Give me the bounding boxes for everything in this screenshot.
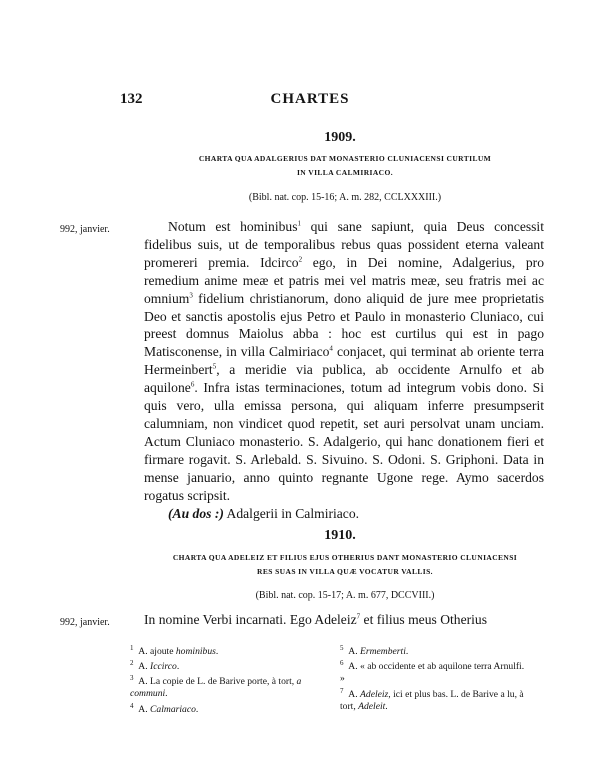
text-run: . (215, 646, 219, 657)
text-run: a communi (130, 676, 302, 700)
text-run: . Infra istas terminaciones, totum ad integrum vobis dono. Si quis vero, ulla emissa persona, qui aliquam inferre presumpserit calumniam, non vindicet quod repetit, set auri persolvat unam unciam. Actum Cluniaco monasterio. S. Adalgerio, qui hanc donationem fieri et firmare rogavit. S. Arlebald. S. Sivuino. S. Odoni. S. Griphoni. Data in mense januario, anno quinto regnante Ugone rege. Aymo sacerdos rogatus scripsit. (144, 380, 544, 503)
footnote-ref: 5 (212, 362, 217, 371)
rubric-line: CHARTA QUA ADELEIZ ET FILIUS EJUS OTHERIUS DANT MONASTERIO CLUNIACENSI (172, 553, 518, 562)
running-title: CHARTES (270, 91, 350, 107)
footnote-ref: 2 (298, 255, 303, 264)
charter-number: 1910. (324, 528, 356, 543)
footnote-mark: 7 (340, 686, 344, 695)
text-run: hominibus (175, 646, 216, 657)
footnote-mark: 5 (340, 643, 344, 652)
footnote-ref: 1 (297, 219, 301, 228)
footnote (130, 643, 318, 658)
footnote-mark: 2 (130, 658, 134, 667)
footnote (130, 673, 318, 701)
dorse-label: (Au dos :) (168, 505, 224, 521)
footnote (130, 658, 318, 673)
footnote (340, 643, 528, 658)
text-run: ego, in Dei nomine, Adalgerius, pro remedium anime meæ et patris mei vel matris meæ, seu fratris mei ac omnium (144, 254, 544, 306)
page-number: 132 (120, 91, 143, 107)
footnote-mark: 1 (130, 643, 134, 652)
text-run: . (176, 661, 180, 672)
dorse-note (144, 505, 544, 523)
footnote-ref: 4 (329, 344, 333, 353)
footnote-mark: 6 (340, 658, 344, 667)
margin-date: 992, janvier. (60, 224, 110, 235)
text-run: A. La copie de L. de Barive porte, à tort, (138, 676, 297, 687)
text-run: Adeleiz (360, 689, 389, 700)
text-run: fidelium christianorum, dono aliquid de jure mee proprietatis Deo et sanctis apostolis ejus Petro et Paulo in monasterio Cluniaco, cui preest domnus Maiolus abba : hoc est curtilus qui est in pago Matisconense, in villa Calmiriaco (144, 290, 544, 360)
text-run: A. (348, 689, 361, 700)
text-run: A. (138, 661, 151, 672)
text-run: Adeleit (358, 701, 386, 713)
text-run: Ermemberti (360, 646, 406, 657)
text-run: et filius meus Otherius (360, 612, 488, 627)
text-run: . (385, 701, 388, 713)
text-run: . (195, 704, 199, 715)
text-run: . (165, 688, 168, 700)
text-run: A. (138, 704, 151, 715)
rubric-line: IN VILLA CALMIRIACO. (296, 168, 393, 177)
footnote-mark: 3 (130, 673, 134, 682)
footnote (340, 658, 528, 686)
text-run: In nomine Verbi incarnati. Ego Adeleiz (144, 612, 357, 627)
margin-date: 992, janvier. (60, 617, 110, 628)
footnote (340, 686, 528, 714)
text-run: Calmariaco (150, 704, 196, 715)
text-run: A. (348, 646, 361, 657)
rubric-line: RES SUAS IN VILLA QUÆ VOCATUR VALLIS. (257, 567, 433, 576)
text-run: . (405, 646, 409, 657)
text-run: , ici et plus bas. L. de Barive a lu, à tort, (340, 689, 524, 713)
footnote (130, 701, 318, 716)
footnote-ref: 7 (356, 612, 361, 621)
rubric-line: CHARTA QUA ADALGERIUS DAT MONASTERIO CLUNIACENSI CURTILUM (198, 154, 492, 163)
text-run: Notum est hominibus (168, 219, 298, 234)
charter-rubric (145, 152, 545, 180)
text-run: A. ajoute (138, 646, 176, 657)
charter-source: (Bibl. nat. cop. 15-16; A. m. 282, CCLXXXIII.) (248, 192, 442, 203)
text-run: , a meridie via publica, ab occidente Arnulfo et ab aquilone (144, 362, 544, 396)
footnote-ref: 6 (190, 380, 195, 389)
footnote-mark: 4 (130, 701, 134, 710)
charter-opening (144, 612, 544, 628)
dorse-text: Adalgerii in Calmiriaco. (223, 505, 360, 521)
text-run: Iccirco (150, 661, 177, 672)
charter-paragraph (144, 218, 544, 505)
text-run: conjacet, qui terminat ab oriente terra Hermeinbert (144, 344, 544, 378)
charter-rubric (145, 551, 545, 579)
charter-source: (Bibl. nat. cop. 15-17; A. m. 677, DCCVIII.) (255, 590, 435, 601)
charter-text (144, 218, 544, 522)
footnote-ref: 3 (189, 291, 193, 300)
text-run: A. « ab occidente et ab aquilone terra Arnulfi. » (340, 661, 525, 685)
text-run: qui sane sapiunt, quia Deus concessit fidelibus suis, ut de temporalibus rebus quas possident eterna valeant promereri premia. Idcirco (144, 219, 544, 270)
charter-number: 1909. (324, 130, 356, 145)
